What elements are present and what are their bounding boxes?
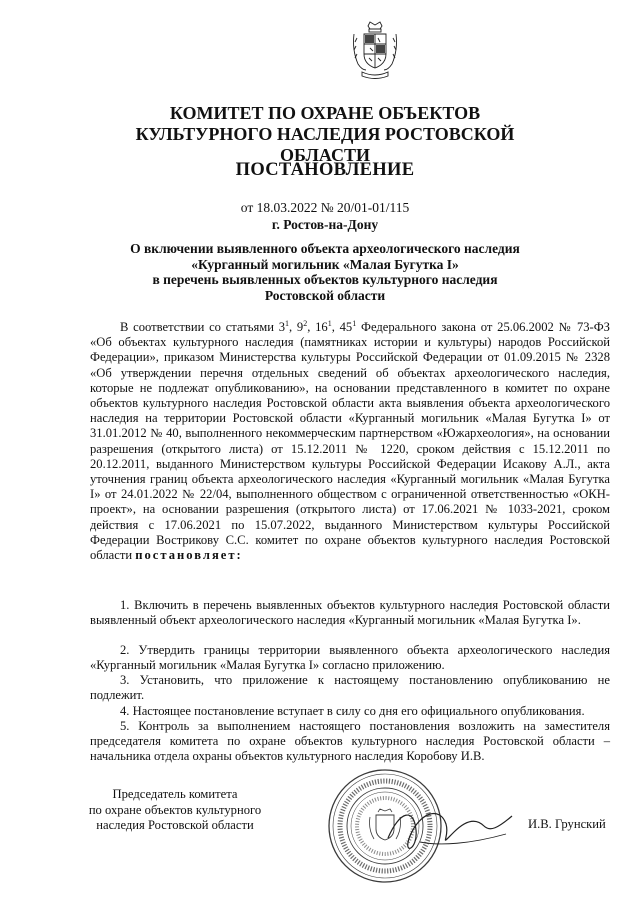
- superscript: 1: [327, 318, 332, 328]
- city: г. Ростов-на-Дону: [271, 217, 379, 232]
- superscript: 1: [352, 318, 357, 328]
- subject-line: «Курганный могильник «Малая Бугутка I»: [191, 256, 459, 272]
- position-line: наследия Ростовской области: [96, 818, 254, 832]
- decree-item: 3. Установить, что приложение к настоящему постановлению опубликованию не подлежит.: [90, 673, 610, 703]
- preamble-text: , 9: [289, 320, 304, 334]
- superscript: 1: [285, 318, 290, 328]
- preamble-text: В соответствии со статьями 3: [120, 320, 286, 334]
- subject-title: [100, 241, 550, 303]
- position-line: Председатель комитета: [112, 787, 238, 801]
- preamble-text: , 45: [331, 320, 353, 334]
- decree-word: постановляет:: [135, 548, 243, 563]
- decree-item: 4. Настоящее постановление вступает в силу со дня его официального опубликования.: [120, 704, 585, 718]
- org-title: КОМИТЕТ ПО ОХРАНЕ ОБЪЕКТОВ КУЛЬТУРНОГО НАСЛЕДИЯ РОСТОВСКОЙ ОБЛАСТИ: [135, 103, 515, 165]
- signatory-position: [80, 787, 270, 834]
- coat-of-arms-icon: [350, 20, 400, 82]
- preamble-text: , 16: [307, 320, 328, 334]
- subject-line: О включении выявленного объекта археологического наследия: [130, 241, 520, 256]
- subject-line: Ростовской области: [264, 287, 386, 303]
- document-type: ПОСТАНОВЛЕНИЕ: [235, 160, 415, 180]
- decree-item: 5. Контроль за выполнением настоящего постановления возложить на заместителя председателя комитета по охране объектов культурного наследия Ростовской области – начальника отдела охраны объектов культурного наследия Коробову И.В.: [90, 719, 610, 764]
- superscript: 2: [303, 318, 308, 328]
- subject-line: в перечень выявленных объектов культурного наследия: [152, 272, 498, 287]
- date-number: от 18.03.2022 № 20/01-01/115: [240, 200, 410, 215]
- decree-item: 1. Включить в перечень выявленных объектов культурного наследия Ростовской области выявленный объект археологического наследия «Курганный могильник «Малая Бугутка I».: [90, 598, 610, 628]
- preamble-paragraph: [90, 320, 610, 563]
- position-line: по охране объектов культурного: [88, 802, 262, 817]
- handwritten-signature-icon: [380, 790, 520, 870]
- preamble-text: Федерального закона от 25.06.2002 № 73-ФЗ «Об объектах культурного наследия (памятниках истории и культуры) народов Российской Федерации», приказом Министерства культуры Российской Федерации от 01.09.2015 № 2328 «Об утверждении перечня отдельных сведений об объектах археологического наследия, которые не подлежат опубликованию», на основании представленного в комитет по охране объектов культурного наследия Ростовской области акта выявления объекта археологического наследия на территории Ростовской области «Курганный могильник «Малая Бугутка I» от 31.01.2012 № 40, выполненного некоммерческим партнерством «Южархеология», на основании разрешения (открытого листа) от 15.12.2011 № 1220, сроком действия с 15.12.2011 по 20.12.2011, выданного Министерством культуры Российской Федерации Исакову А.Л., акта уточнения границ объекта археологического наследия «Курганный могильник «Малая Бугутка I» от 24.01.2022 № 22/04, выполненного обществом с ограниченной ответственностью «ОКН-проект», на основании разрешения (открытого листа) от 17.06.2021 № 1033-2021, сроком действия с 17.06.2021 по 15.07.2022, выданного Министерством культуры Российской Федерации Вострикову С.С. комитет по охране объектов культурного наследия Ростовской области: [90, 320, 610, 563]
- signatory-name: И.В. Грунский: [528, 817, 606, 831]
- decree-item: 2. Утвердить границы территории выявленного объекта археологического наследия «Курганный могильник «Малая Бугутка I» согласно приложению.: [90, 643, 610, 673]
